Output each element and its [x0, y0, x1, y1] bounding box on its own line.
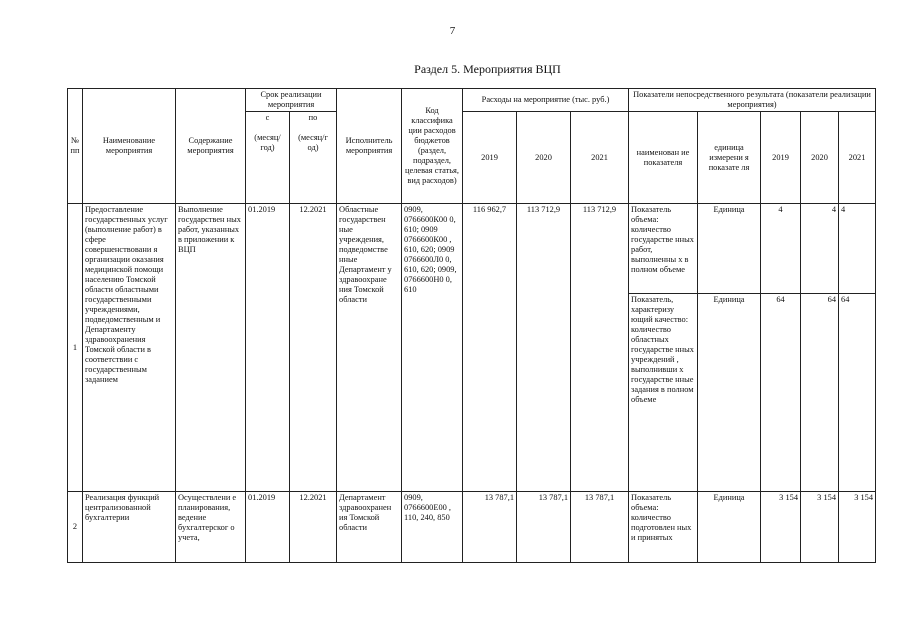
header-expense-2020: 2020	[517, 112, 571, 204]
header-content: Содержание мероприятия	[176, 89, 246, 204]
header-num: № пп	[68, 89, 83, 204]
row-code: 0909, 0766600К00 0, 610; 0909 0766600К00 , 610, 620; 0909 0766600Л0 0, 610, 620; 0909, 0766600Н0 0, 610	[402, 204, 463, 492]
indicator-name: Показатель объема: количество подготовлен ных и принятых	[629, 492, 698, 563]
header-indicator-2020: 2020	[801, 112, 839, 204]
indicator-unit: Единица	[698, 492, 761, 563]
header-period: Срок реализации мероприятия	[246, 89, 337, 112]
row-from: 01.2019	[246, 492, 290, 563]
table-row	[68, 204, 876, 294]
row-name: Реализация функций централизованной бухгалтерии	[83, 492, 176, 563]
header-expenses: Расходы на мероприятие (тыс. руб.)	[463, 89, 629, 112]
header-expense-2021: 2021	[571, 112, 629, 204]
row-executor: Областные государствен ные учреждения, подведомстве нные Департамент у здравоохране ния Томской области	[337, 204, 402, 492]
row-content: Выполнение государствен ных работ, указанных в приложении к ВЦП	[176, 204, 246, 492]
row-executor: Департамент здравоохранен ия Томской области	[337, 492, 402, 563]
row-to: 12.2021	[290, 492, 337, 563]
header-code: Код классифика ции расходов бюджетов (раздел, подраздел, целевая статья, вид расходов)	[402, 89, 463, 204]
header-indicator-2019: 2019	[761, 112, 801, 204]
header-expense-2019: 2019	[463, 112, 517, 204]
row-to: 12.2021	[290, 204, 337, 492]
header-name: Наименование мероприятия	[83, 89, 176, 204]
indicator-unit: Единица	[698, 294, 761, 492]
indicator-2020: 4	[801, 204, 839, 294]
row-num: 1	[68, 204, 83, 492]
header-period-to: по (месяц/г од)	[290, 112, 337, 204]
indicator-2021: 64	[839, 294, 876, 492]
header-period-from: с (месяц/ год)	[246, 112, 290, 204]
indicator-2020: 64	[801, 294, 839, 492]
header-indicator-unit: единица измерени я показате ля	[698, 112, 761, 204]
indicator-2019: 64	[761, 294, 801, 492]
row-expense-2021: 13 787,1	[571, 492, 629, 563]
header-indicator-name: наименован ие показателя	[629, 112, 698, 204]
section-title: Раздел 5. Мероприятия ВЦП	[414, 62, 561, 76]
activities-table	[67, 88, 876, 563]
row-content: Осуществлени е планирования, ведение бухгалтерског о учета,	[176, 492, 246, 563]
indicator-name: Показатель объема: количество государстве нных работ, выполненны х в полном объеме	[629, 204, 698, 294]
indicator-2019: 3 154	[761, 492, 801, 563]
row-expense-2019: 13 787,1	[463, 492, 517, 563]
indicator-2020: 3 154	[801, 492, 839, 563]
row-num: 2	[68, 492, 83, 563]
page-number: 7	[449, 25, 456, 37]
indicator-unit: Единица	[698, 204, 761, 294]
indicator-2019: 4	[761, 204, 801, 294]
row-expense-2021: 113 712,9	[571, 204, 629, 492]
header-indicator-2021: 2021	[839, 112, 876, 204]
row-code: 0909, 0766600Е00 , 110, 240, 850	[402, 492, 463, 563]
header-executor: Исполнитель мероприятия	[337, 89, 402, 204]
row-from: 01.2019	[246, 204, 290, 492]
header-indicators: Показатели непосредственного результата (показатели реализации мероприятия)	[629, 89, 876, 112]
table-row	[68, 492, 876, 563]
indicator-name: Показатель, характеризу ющий качество: количество областных государстве нных учреждений , выполнивши х государстве нные задания в полном объеме	[629, 294, 698, 492]
row-name: Предоставление государственных услуг (выполнение работ) в сфере совершенствовани я организации оказания медицинской помощи населению Томской области областными государственными учреждениями, подведомственным и Департаменту здравоохранения Томской области в соответствии с государственным заданием	[83, 204, 176, 492]
row-expense-2019: 116 962,7	[463, 204, 517, 492]
row-expense-2020: 113 712,9	[517, 204, 571, 492]
row-expense-2020: 13 787,1	[517, 492, 571, 563]
indicator-2021: 3 154	[839, 492, 876, 563]
indicator-2021: 4	[839, 204, 876, 294]
